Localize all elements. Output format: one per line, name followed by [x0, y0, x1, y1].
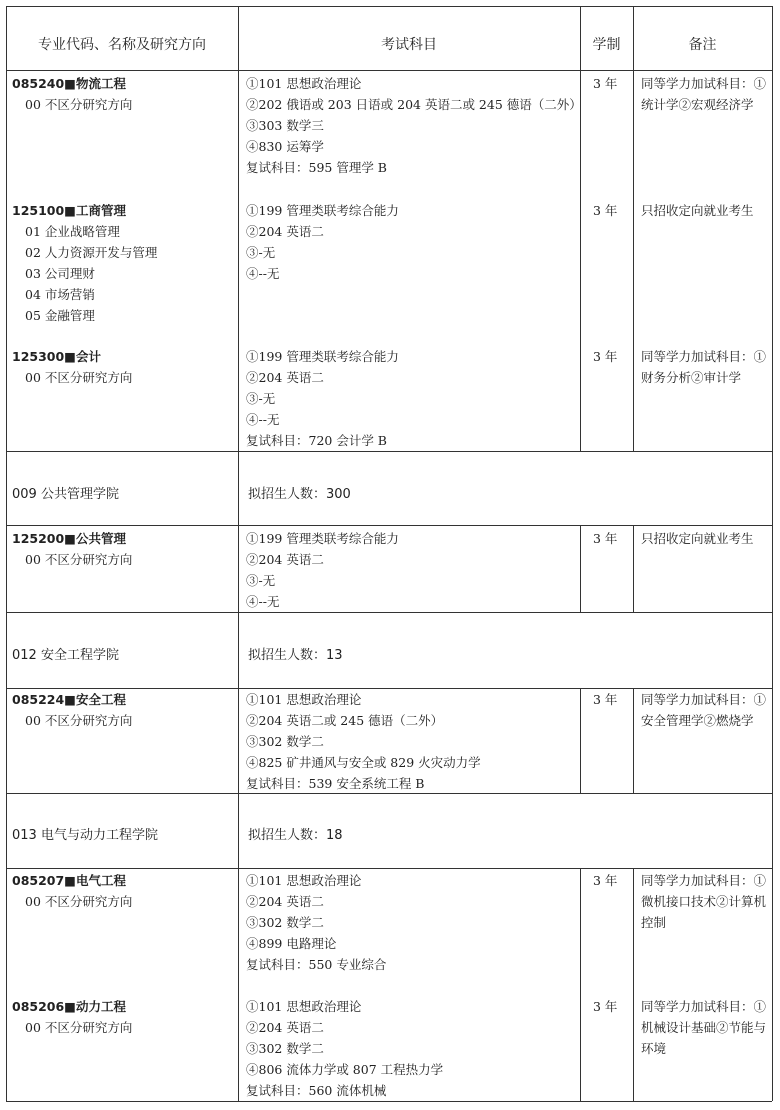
- subjects-cell: [246, 870, 386, 975]
- major-code: 125300■会计: [12, 349, 101, 364]
- duration-value: 3 年: [593, 999, 618, 1014]
- major-cell: [12, 200, 157, 326]
- subjects-cell: [246, 528, 399, 612]
- subject-line: ④825 矿井通风与安全或 829 火灾动力学: [246, 755, 481, 770]
- duration-value: 3 年: [593, 692, 618, 707]
- subject-line: ②202 俄语或 203 日语或 204 英语二或 245 德语（二外）: [246, 97, 582, 112]
- retest-subject: 复试科目：560 流体机械: [246, 1083, 387, 1098]
- subject-line: ④806 流体力学或 807 工程热力学: [246, 1062, 444, 1077]
- duration-value: 3 年: [593, 349, 618, 364]
- remark-text: 只招收定向就业考生: [641, 531, 754, 546]
- remark-text: 同等学力加试科目：①财务分析②审计学: [641, 349, 767, 385]
- subject-line: ②204 英语二: [246, 552, 324, 567]
- remark-text: 同等学力加试科目：①机械设计基础②节能与环境: [641, 999, 767, 1056]
- subject-line: ②204 英语二: [246, 224, 324, 239]
- major-code: 085240■物流工程: [12, 76, 126, 91]
- major-cell: [12, 528, 132, 570]
- enrollment-plan: 拟招生人数：13: [248, 648, 343, 663]
- duration-value: 3 年: [593, 531, 618, 546]
- college-name: 009 公共管理学院: [12, 487, 119, 502]
- subject-line: ①101 思想政治理论: [246, 76, 362, 91]
- subject-line: ①101 思想政治理论: [246, 692, 362, 707]
- major-cell: [12, 870, 132, 912]
- subject-line: ①199 管理类联考综合能力: [246, 349, 399, 364]
- subject-line: ②204 英语二或 245 德语（二外）: [246, 713, 444, 728]
- retest-subject: 复试科目：550 专业综合: [246, 957, 387, 972]
- enrollment-plan: 拟招生人数：300: [248, 487, 351, 502]
- college-name: 012 安全工程学院: [12, 648, 119, 663]
- retest-subject: 复试科目：720 会计学 B: [246, 433, 387, 448]
- subject-line: ④--无: [246, 594, 280, 609]
- subject-line: ②204 英语二: [246, 1020, 324, 1035]
- subject-line: ④--无: [246, 412, 280, 427]
- major-code: 085206■动力工程: [12, 999, 126, 1014]
- header-duration: 学制: [592, 37, 621, 53]
- subjects-cell: [246, 346, 399, 451]
- research-direction: 00 不区分研究方向: [25, 552, 133, 567]
- duration-value: 3 年: [593, 76, 618, 91]
- duration-value: 3 年: [593, 203, 618, 218]
- major-code: 125200■公共管理: [12, 531, 126, 546]
- subject-line: ③302 数学二: [246, 734, 324, 749]
- subjects-cell: [246, 996, 443, 1101]
- research-direction: 04 市场营销: [25, 287, 95, 302]
- major-cell: [12, 689, 132, 731]
- major-cell: [12, 996, 132, 1038]
- duration-value: 3 年: [593, 873, 618, 888]
- header-subjects: 考试科目: [381, 37, 437, 53]
- remark-text: 只招收定向就业考生: [641, 203, 754, 218]
- header-remarks: 备注: [688, 37, 717, 53]
- subject-line: ①199 管理类联考综合能力: [246, 531, 399, 546]
- subject-line: ③303 数学三: [246, 118, 324, 133]
- subject-line: ③302 数学二: [246, 1041, 324, 1056]
- subject-line: ④899 电路理论: [246, 936, 337, 951]
- subject-line: ②204 英语二: [246, 370, 324, 385]
- subject-line: ①101 思想政治理论: [246, 999, 362, 1014]
- subject-line: ④--无: [246, 266, 280, 281]
- subject-line: ④830 运筹学: [246, 139, 324, 154]
- subjects-cell: [246, 73, 582, 178]
- retest-subject: 复试科目：539 安全系统工程 B: [246, 776, 425, 791]
- subjects-cell: [246, 200, 399, 284]
- major-cell: [12, 346, 132, 388]
- retest-subject: 复试科目：595 管理学 B: [246, 160, 387, 175]
- research-direction: 00 不区分研究方向: [25, 1020, 133, 1035]
- research-direction: 00 不区分研究方向: [25, 894, 133, 909]
- subject-line: ②204 英语二: [246, 894, 324, 909]
- remark-text: 同等学力加试科目：①安全管理学②燃烧学: [641, 692, 767, 728]
- research-direction: 01 企业战略管理: [25, 224, 120, 239]
- enrollment-plan: 拟招生人数：18: [248, 828, 343, 843]
- major-cell: [12, 73, 132, 115]
- college-name: 013 电气与动力工程学院: [12, 828, 158, 843]
- research-direction: 05 金融管理: [25, 308, 95, 323]
- header-major: 专业代码、名称及研究方向: [38, 37, 206, 53]
- subject-line: ③-无: [246, 573, 276, 588]
- major-code: 125100■工商管理: [12, 203, 126, 218]
- major-code: 085207■电气工程: [12, 873, 126, 888]
- research-direction: 02 人力资源开发与管理: [25, 245, 158, 260]
- subjects-cell: [246, 689, 481, 794]
- remark-text: 同等学力加试科目：①统计学②宏观经济学: [641, 76, 767, 112]
- major-code: 085224■安全工程: [12, 692, 126, 707]
- subject-line: ①101 思想政治理论: [246, 873, 362, 888]
- subject-line: ③-无: [246, 391, 276, 406]
- research-direction: 00 不区分研究方向: [25, 713, 133, 728]
- research-direction: 00 不区分研究方向: [25, 97, 133, 112]
- remark-text: 同等学力加试科目：①微机接口技术②计算机控制: [641, 873, 767, 930]
- subject-line: ①199 管理类联考综合能力: [246, 203, 399, 218]
- research-direction: 00 不区分研究方向: [25, 370, 133, 385]
- research-direction: 03 公司理财: [25, 266, 95, 281]
- subject-line: ③302 数学二: [246, 915, 324, 930]
- subject-line: ③-无: [246, 245, 276, 260]
